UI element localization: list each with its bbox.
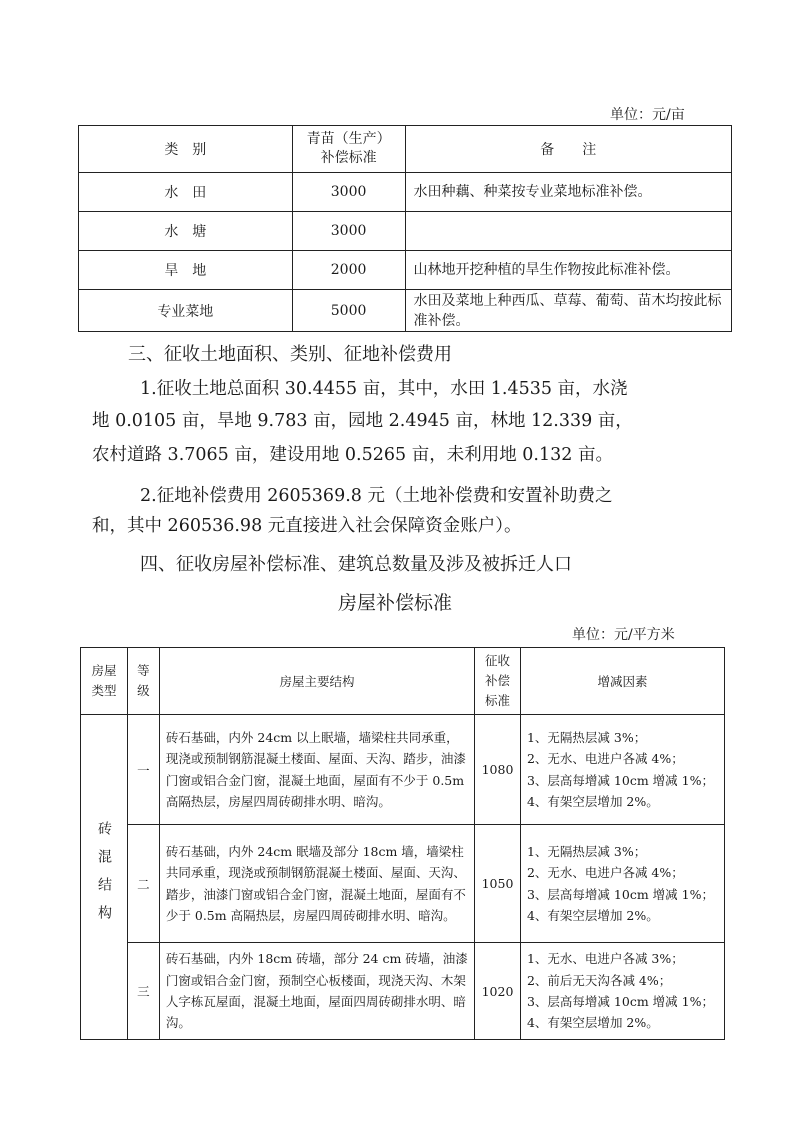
cell-factors bbox=[520, 825, 724, 943]
header-factors: 增减因素 bbox=[520, 648, 724, 715]
paragraph-line: 地 0.0105 亩，旱地 9.783 亩，园地 2.4945 亩，林地 12.339 亩， bbox=[92, 411, 633, 431]
header-standard: 征收补偿标准 bbox=[475, 648, 521, 715]
factor-item: 3、层高每增减 10cm 增减 1%； bbox=[526, 772, 714, 788]
cell-note bbox=[405, 212, 731, 251]
cell-category: 水 塘 bbox=[79, 212, 293, 251]
cell-factors bbox=[520, 943, 724, 1040]
header-structure: 房屋主要结构 bbox=[159, 648, 474, 715]
table1-unit: 单位：元/亩 bbox=[610, 107, 685, 123]
factor-item: 4、有架空层增加 2%。 bbox=[526, 793, 659, 809]
paragraph-line: 1.征收土地总面积 30.4455 亩，其中，水田 1.4535 亩，水浇 bbox=[140, 379, 628, 399]
factor-item: 1、无水、电进户各减 3%； bbox=[526, 951, 684, 967]
table-row bbox=[79, 290, 732, 332]
cell-note: 山林地开挖种植的旱生作物按此标准补偿。 bbox=[405, 251, 731, 290]
table2-unit: 单位：元/平方米 bbox=[572, 627, 675, 643]
cell-category: 水 田 bbox=[79, 173, 293, 212]
factor-item: 1、无隔热层减 3%； bbox=[526, 843, 647, 859]
cell-structure: 砖石基础，内外 18cm 砖墙，部分 24 cm 砖墙，油漆门窗或铝合金门窗，预制空心板楼面，现浇天沟、木架人字栋瓦屋面，混凝土地面，屋面四周砖砌排水明、暗沟。 bbox=[159, 943, 474, 1040]
factor-item: 4、有架空层增加 2%。 bbox=[526, 1015, 659, 1031]
house-type-cell bbox=[81, 715, 128, 1040]
cell-factors bbox=[520, 715, 724, 825]
cell-standard: 3000 bbox=[292, 212, 405, 251]
header-category: 类 别 bbox=[79, 126, 293, 173]
paragraph-line: 和，其中 260536.98 元直接进入社会保障资金账户）。 bbox=[92, 516, 522, 536]
header-standard: 青苗（生产）补偿标准 bbox=[292, 126, 405, 173]
table2-title: 房屋补偿标准 bbox=[338, 592, 453, 614]
header-note: 备 注 bbox=[405, 126, 731, 173]
table-header-row bbox=[81, 648, 725, 715]
factor-item: 2、前后无天沟各减 4%； bbox=[526, 972, 672, 988]
section3-heading: 三、征收土地面积、类别、征地补偿费用 bbox=[128, 344, 452, 365]
header-grade: 等级 bbox=[127, 648, 159, 715]
paragraph-line: 2.征地补偿费用 2605369.8 元（土地补偿费和安置补助费之 bbox=[140, 486, 613, 506]
table-row bbox=[79, 212, 732, 251]
header-house-type: 房屋类型 bbox=[81, 648, 128, 715]
cell-category: 旱 地 bbox=[79, 251, 293, 290]
table-row bbox=[81, 825, 725, 943]
factor-item: 3、层高每增减 10cm 增减 1%； bbox=[526, 886, 714, 902]
house-type-label: 砖混结构 bbox=[95, 821, 112, 933]
cell-standard: 5000 bbox=[292, 290, 405, 332]
table-row bbox=[79, 173, 732, 212]
seedling-compensation-table bbox=[78, 125, 732, 332]
table-row bbox=[81, 943, 725, 1040]
cell-standard: 1080 bbox=[475, 715, 521, 825]
paragraph-line: 农村道路 3.7065 亩，建设用地 0.5265 亩，未利用地 0.132 亩。 bbox=[92, 445, 613, 465]
cell-note: 水田及菜地上种西瓜、草莓、葡萄、苗木均按此标准补偿。 bbox=[405, 290, 731, 332]
cell-grade: 二 bbox=[127, 825, 159, 943]
cell-standard: 1020 bbox=[475, 943, 521, 1040]
cell-standard: 2000 bbox=[292, 251, 405, 290]
cell-grade: 三 bbox=[127, 943, 159, 1040]
cell-structure: 砖石基础，内外 24cm 以上眠墙，墙梁柱共同承重，现浇或预制钢筋混凝土楼面、屋面、天沟、踏步，油漆门窗或铝合金门窗，混凝土地面，屋面有不少于 0.5m 高隔热层，房屋四周砖砌排水明、暗沟。 bbox=[159, 715, 474, 825]
cell-grade: 一 bbox=[127, 715, 159, 825]
factor-item: 2、无水、电进户各减 4%； bbox=[526, 865, 684, 881]
table-row bbox=[81, 715, 725, 825]
factor-item: 4、有架空层增加 2%。 bbox=[526, 907, 659, 923]
cell-note: 水田种藕、种菜按专业菜地标准补偿。 bbox=[405, 173, 731, 212]
factor-item: 2、无水、电进户各减 4%； bbox=[526, 751, 684, 767]
factor-item: 3、层高每增减 10cm 增减 1%； bbox=[526, 994, 714, 1009]
house-compensation-table bbox=[80, 647, 725, 1040]
cell-structure: 砖石基础，内外 24cm 眠墙及部分 18cm 墙，墙梁柱共同承重，现浇或预制钢筋混凝土楼面、屋面、天沟、踏步，油漆门窗或铝合金门窗，混凝土地面，屋面有不少于 0.5m 高隔热层，房屋四周砖砌排水明、暗沟。 bbox=[159, 825, 474, 943]
cell-standard: 1050 bbox=[475, 825, 521, 943]
factor-item: 1、无隔热层减 3%； bbox=[526, 729, 647, 745]
section4-heading: 四、征收房屋补偿标准、建筑总数量及涉及被拆迁人口 bbox=[140, 554, 572, 575]
table-header-row bbox=[79, 126, 732, 173]
cell-category: 专业菜地 bbox=[79, 290, 293, 332]
table-row bbox=[79, 251, 732, 290]
cell-standard: 3000 bbox=[292, 173, 405, 212]
